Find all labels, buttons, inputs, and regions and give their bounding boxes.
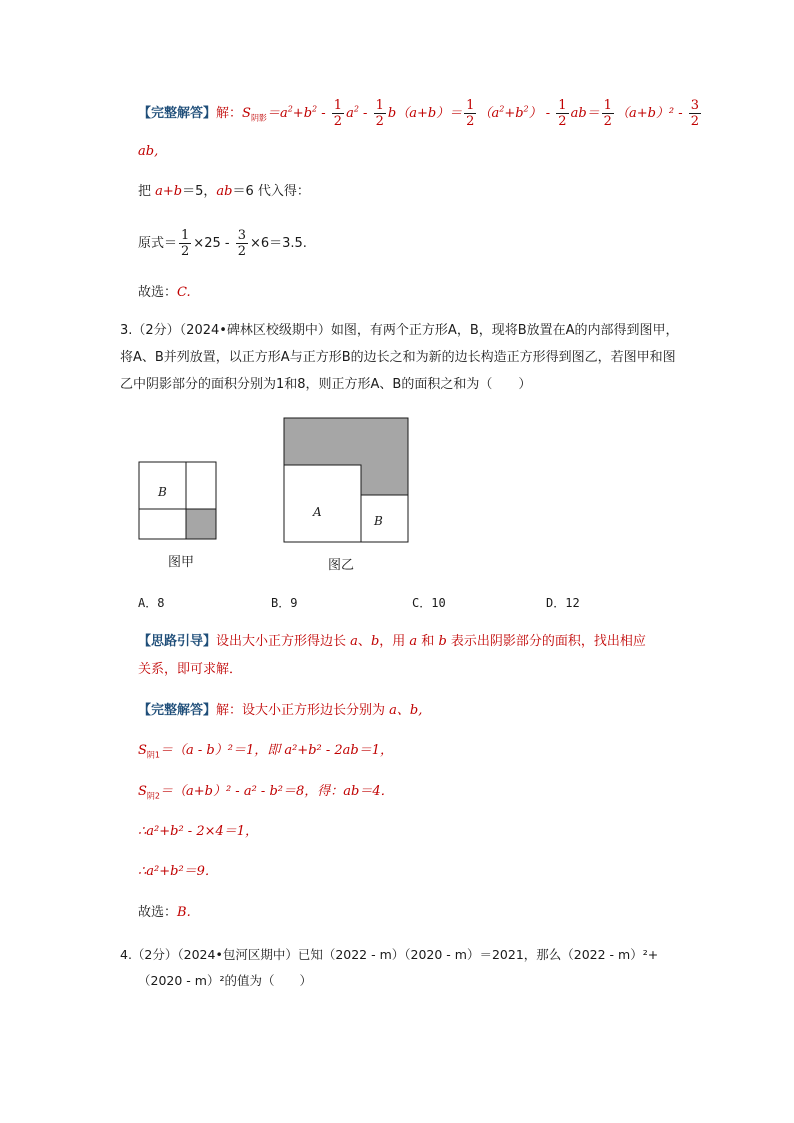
label-a: A xyxy=(313,505,322,519)
q3-solution-therefore-2: ∴a²+b²＝9． xyxy=(138,864,218,879)
figure-yi xyxy=(281,415,411,545)
q2-solution-line-2 xyxy=(138,142,158,162)
expression: ² - xyxy=(668,106,687,121)
label-b: B xyxy=(158,485,167,499)
q3-solution-s1: $S_{阴1}=(a - b)^2=1$，即 a²+b² - 2ab＝1， xyxy=(138,743,394,760)
fraction-half: $\frac{1}{2}$ xyxy=(375,98,384,129)
area-subscript: 阴影 xyxy=(250,113,267,123)
label-b: B xyxy=(374,514,383,528)
figure-yi-caption: 图乙 xyxy=(328,558,355,573)
option-c[interactable]: C．10 xyxy=(412,596,446,610)
q2-solution-line-1: 【完整解答】解：$S_{阴影}=a^2+b^2$ - $\frac{1}{2}$ $a^2$ - $\frac{1}{2}$ b（a+b）＝ $\frac{1}{2}$ $(a^2+b^2)$ - $\frac{1}{2}$ ab＝ $\frac{1}{2}$ （a+b）² - $\frac{3}{2}$ xyxy=(138,98,700,129)
fraction-three-halves: $\frac{3}{2}$ xyxy=(690,98,700,129)
q3-question-text: 3.（2分）（2024•碑林区校级期中）如图，有两个正方形A，B，现将B放置在A的内部得到图甲，将A、B并列放置，以正方形A与正方形B的边长之和为新的边长构造正方形得到图乙，若图甲和图乙中阴影部分的面积分别为1和8，则正方形A、B的面积之和为（ ） xyxy=(120,323,679,392)
fraction-half: $\frac{1}{2}$ xyxy=(603,98,612,129)
q4-question-line-1: 4.（2分）（2024•包河区期中）已知（2022 - m）（2020 - m）＝2021，那么（2022 - m）²+ xyxy=(120,947,659,962)
expression: ab, xyxy=(138,144,159,159)
square-a xyxy=(284,465,361,542)
answer-choice: C. xyxy=(177,285,191,300)
q4-question-line-2: （2020 - m）²的值为（ ） xyxy=(138,973,312,988)
square-b xyxy=(361,495,408,542)
q3-hint-line-2: 关系，即可求解． xyxy=(138,662,243,677)
option-b[interactable]: B．9 xyxy=(271,596,298,610)
fraction-half: $\frac{1}{2}$ xyxy=(466,98,475,129)
option-d[interactable]: D．12 xyxy=(546,596,580,610)
q3-solution-s2: $S_{阴2}=(a+b)^2 - a^2 - b^2=8$，得：ab＝4． xyxy=(138,784,394,801)
q2-choice-line: 故选：C. xyxy=(138,285,191,300)
fraction-half: $\frac{1}{2}$ xyxy=(558,98,567,129)
fraction-three-halves: $\frac{3}{2}$ xyxy=(237,228,246,259)
q3-solution-therefore-1: ∴a²+b² - 2×4＝1， xyxy=(138,824,259,839)
figure-jia xyxy=(136,459,220,543)
complete-solution-tag: 【完整解答】 xyxy=(138,703,217,718)
q3-hint-line-1: 【思路引导】设出大小正方形得边长 a、b，用 a 和 b 表示出阴影部分的面积，找出相应 xyxy=(138,634,646,649)
hint-tag: 【思路引导】 xyxy=(138,634,217,649)
shaded-region xyxy=(186,509,216,539)
q2-result-line: 原式＝ $\frac{1}{2}$ ×25 - $\frac{3}{2}$ ×6＝3.5. xyxy=(138,228,307,259)
q2-substitution-line: 把 a+b＝5，ab＝6 代入得： xyxy=(138,184,310,199)
area-symbol: S xyxy=(242,106,251,121)
expression: （a+b） xyxy=(615,106,669,121)
q3-solution-line-1: 【完整解答】解：设大小正方形边长分别为 a、b, xyxy=(138,703,423,718)
figure-jia-caption: 图甲 xyxy=(168,555,195,570)
expression: b（a+b）＝ xyxy=(387,106,463,121)
answer-choice: B. xyxy=(177,905,191,920)
complete-solution-tag: 【完整解答】 xyxy=(138,106,217,121)
fraction-half: $\frac{1}{2}$ xyxy=(333,98,343,129)
q3-choice-line: 故选：B. xyxy=(138,905,191,920)
fraction-half: $\frac{1}{2}$ xyxy=(181,228,190,259)
jie-label: 解： xyxy=(216,106,243,121)
option-a[interactable]: A．8 xyxy=(138,596,165,610)
expression: ab＝ xyxy=(570,106,600,121)
